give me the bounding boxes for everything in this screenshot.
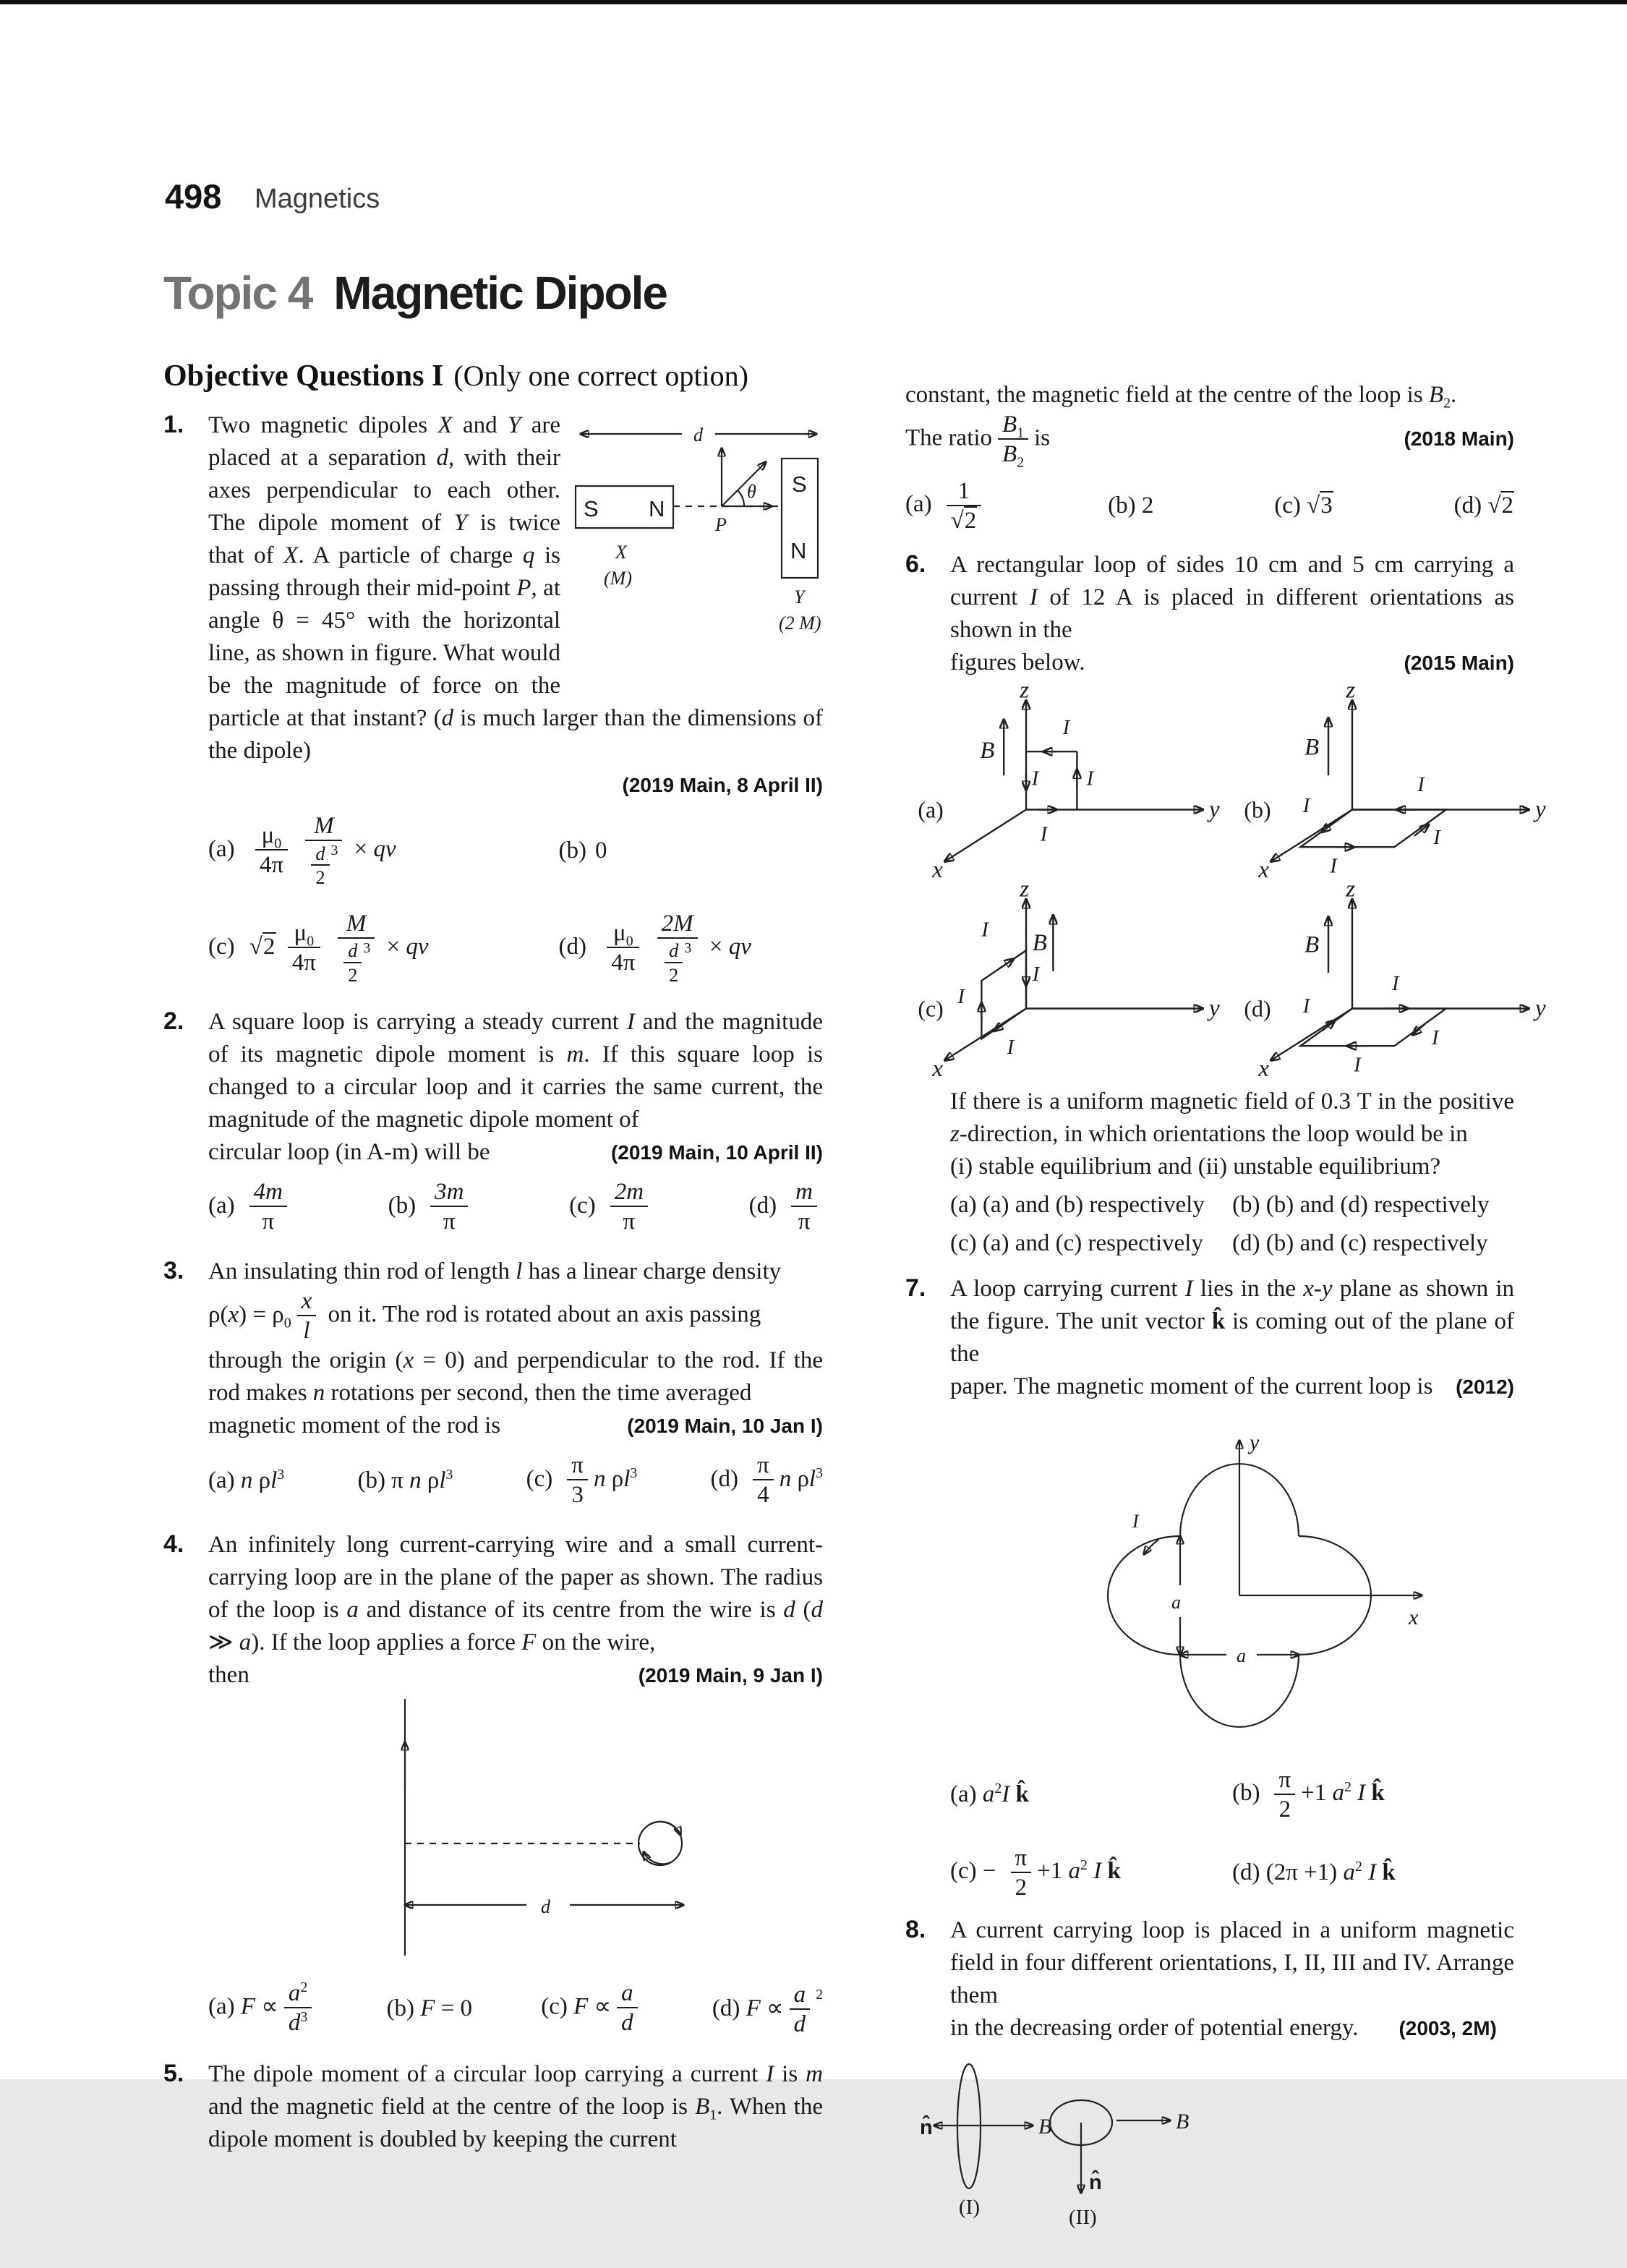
q1-fig-label-S1: S xyxy=(584,496,599,521)
q5-option-b: (b) 2 xyxy=(1108,493,1154,519)
option-tail: × qv xyxy=(709,933,751,960)
q8-orientations-figure xyxy=(918,2050,1323,2238)
q7-option-a: (a) $a^2I$ k̂ xyxy=(950,1781,1029,1808)
q1-fig-label-S2: S xyxy=(792,472,807,497)
topic-heading xyxy=(163,266,667,320)
q3-option-c: (c) $\frac{\pi}{3}$ n $\rho l^3$ xyxy=(526,1452,638,1509)
q7-option-d: (d) (2π +1) $a^2$ I k̂ xyxy=(1232,1859,1396,1886)
question-7 xyxy=(905,1273,1514,1901)
current-I: I xyxy=(1417,774,1425,797)
q5-ratio-line: The ratio $\frac{B_1}{B_2}$ is (2018 Main) xyxy=(905,412,1514,471)
question-8 xyxy=(905,1914,1514,2248)
fraction-mu0-4pi: $\frac{\mu_0}{4\pi}$ xyxy=(607,920,639,976)
q3-line3: through the origin (x = 0) and perpendicular to the rod. If the rod makes n rotations per second, then the time averaged xyxy=(208,1347,823,1407)
axis-z: z xyxy=(1346,876,1356,903)
axis-z: z xyxy=(1020,677,1030,704)
q8-fig-label-II: (II) xyxy=(1069,2205,1097,2229)
current-I: I xyxy=(1040,823,1048,846)
q6-option-c: (c) (a) and (c) respectively xyxy=(950,1229,1203,1256)
q6-source-tag: (2015 Main) xyxy=(1404,651,1514,674)
q4-figure-wrap xyxy=(362,1699,823,1969)
q7-option-c: (c) − $\frac{\pi}{2}$ +1 $a^2$ I k̂ xyxy=(950,1844,1121,1901)
q1-option-a xyxy=(208,813,559,889)
q4-source-tag: (2019 Main, 9 Jan I) xyxy=(638,1664,823,1687)
axis-x: x xyxy=(932,1055,943,1082)
q8-fig-B-1: B xyxy=(1038,2114,1052,2139)
fraction-mu0-4pi: $\frac{\mu_0}{4\pi}$ xyxy=(255,822,288,879)
q1-option-b: (b) 0 xyxy=(558,837,607,864)
current-I: I xyxy=(1007,1036,1015,1060)
current-I: I xyxy=(1062,716,1070,739)
q6-figures-grid xyxy=(907,677,1559,1084)
q6c-label: (c) xyxy=(918,996,944,1022)
q3-last-line: magnetic moment of the rod is (2019 Main, 10 Jan I) xyxy=(208,1412,823,1439)
q2-options xyxy=(208,1179,823,1235)
question-number: 3. xyxy=(163,1257,184,1285)
q2-source-tag: (2019 Main, 10 April II) xyxy=(610,1141,823,1164)
q1-fig-label-P: P xyxy=(715,514,727,535)
q7-source-tag: (2012) xyxy=(1456,1375,1514,1398)
question-number: 2. xyxy=(163,1007,184,1036)
q7-fig-dim-a-vertical: a xyxy=(1171,1591,1181,1613)
question-number: 4. xyxy=(163,1530,184,1559)
current-I: I xyxy=(1032,963,1040,986)
q4-last-line: then (2019 Main, 9 Jan I) xyxy=(208,1662,823,1689)
left-column xyxy=(163,409,823,2176)
q6a-label: (a) xyxy=(918,797,944,823)
q7-figure-wrap xyxy=(1037,1407,1514,1757)
question-3 xyxy=(163,1256,823,1509)
q6-figure-a xyxy=(907,677,1225,885)
axis-x: x xyxy=(1409,1605,1419,1629)
question-1 xyxy=(163,409,823,986)
q7-fig-current-I: I xyxy=(1132,1510,1139,1532)
q5-continued-paragraph: constant, the magnetic field at the centre of the loop is $B_2$. xyxy=(905,382,1457,412)
current-I: I xyxy=(1354,1054,1361,1077)
q5-paragraph: The dipole moment of a circular loop carrying a current I is m and the magnetic field at the centre of the loop is $B_1$. When the dipole moment is doubled by keeping the current xyxy=(208,2061,824,2153)
q1-paragraph: Two magnetic dipoles X and Y are placed at a separation d, with their axes perpendicular to each other. The dipole moment of Y is twice that of X. A particle of charge q is passing through their mid-point P, at angle θ = 45° with the horizontal line, as shown in figure. What would be the magnitude of force on the particle at that instant? (d is much larger than the dimensions of the dipole) xyxy=(208,412,823,764)
q1-fig-label-theta: θ xyxy=(747,481,756,502)
q2-option-c: (c) $\frac{2m}{\pi}$ xyxy=(569,1179,654,1235)
q3-line1: An insulating thin rod of length l has a linear charge density xyxy=(208,1258,782,1285)
current-I: I xyxy=(1086,767,1094,790)
axis-z: z xyxy=(1346,677,1356,704)
page-number: 498 xyxy=(165,177,222,216)
q6-option-b: (b) (b) and (d) respectively xyxy=(1232,1191,1490,1218)
axis-z: z xyxy=(1020,876,1030,903)
current-I: I xyxy=(1433,826,1440,849)
q8-source-tag: (2003, 2M) xyxy=(1398,2016,1497,2039)
q4-option-b: (b) F = 0 xyxy=(386,1995,473,2021)
question-number: 5. xyxy=(163,2060,184,2088)
current-I: I xyxy=(1432,1026,1439,1049)
axis-x: x xyxy=(932,856,943,883)
q6-last-line: figures below. (2015 Main) xyxy=(950,649,1514,675)
q6b-label: (b) xyxy=(1244,797,1271,823)
q6-figure-b xyxy=(1233,677,1551,885)
field-B: B xyxy=(1304,734,1320,761)
chapter-name: Magnetics xyxy=(255,184,380,214)
q6-paragraph: A rectangular loop of sides 10 cm and 5 cm carrying a current I of 12 A is placed in different orientations as shown in the xyxy=(950,551,1514,643)
q1-fig-label-N1: N xyxy=(649,496,665,521)
q4-options xyxy=(208,1979,823,2038)
q3-option-d: (d) $\frac{\pi}{4}$ n $\rho l^3$ xyxy=(710,1452,823,1509)
q2-paragraph: A square loop is carrying a steady current I and the magnitude of its magnetic dipole moment is m. If this square loop is changed to a circular loop and it carries the same current, the magnitude of the magnetic dipole moment of xyxy=(208,1009,823,1133)
option-label: (a) xyxy=(208,835,235,862)
q7-fig-dim-a-horizontal: a xyxy=(1237,1645,1246,1666)
q7-paragraph: A loop carrying current I lies in the x-y plane as shown in the figure. The unit vector k̂ is coming out of the plane of the xyxy=(950,1275,1515,1367)
q1-tag-line xyxy=(208,769,823,801)
fraction-B1-B2: $\frac{B_1}{B_2}$ xyxy=(998,412,1028,468)
q3-formula-line: $\rho(x) = \rho_0$ $\frac{x}{l}$ on it. The rod is rotated about an axis passing xyxy=(208,1288,761,1344)
q8-fig-nhat-2: n̂ xyxy=(1089,2170,1102,2194)
q6d-label: (d) xyxy=(1244,996,1271,1022)
q8-figure-wrap xyxy=(918,2050,1514,2248)
option-tail: × qv xyxy=(354,835,396,862)
sqrt-2: √2 xyxy=(249,933,276,960)
section-heading xyxy=(163,359,748,393)
fraction-M-d2: M $\frac{d}{2}$ $^3$ xyxy=(338,911,375,986)
q7-option-b: (b) $\frac{\pi}{2}$ +1 $a^2$ I k̂ xyxy=(1232,1766,1385,1822)
fraction-x-l: $\frac{x}{l}$ xyxy=(297,1288,317,1344)
q5-option-d: (d) √2 xyxy=(1453,493,1513,519)
q8-fig-nhat-1: n̂ xyxy=(920,2115,933,2139)
right-column xyxy=(905,379,1546,2268)
field-B: B xyxy=(1304,932,1320,958)
q1-source-tag: (2019 Main, 8 April II) xyxy=(622,774,823,796)
q2-last-line: circular loop (in A-m) will be (2019 Main, 10 April II) xyxy=(208,1139,823,1166)
current-I: I xyxy=(957,985,965,1008)
question-6 xyxy=(905,549,1546,1260)
q2-option-a: (a) $\frac{4m}{\pi}$ xyxy=(208,1179,293,1235)
axis-x: x xyxy=(1258,1055,1269,1082)
fraction-M-d2: M $\frac{d}{2}$ $^3$ xyxy=(305,813,342,889)
current-I: I xyxy=(1302,994,1310,1018)
fraction-mu0-4pi: $\frac{\mu_0}{4\pi}$ xyxy=(288,920,320,976)
section-title: Objective Questions I xyxy=(163,359,444,393)
field-B: B xyxy=(1032,930,1047,957)
q1-fig-label-2M: (2 M) xyxy=(779,613,821,634)
q8-fig-label-I: (I) xyxy=(959,2195,980,2219)
question-number: 8. xyxy=(905,1915,926,1943)
q4-option-d: (d) F ∝ $\frac{a}{d}$ $^2$ xyxy=(712,1982,823,2038)
q3-source-tag: (2019 Main, 10 Jan I) xyxy=(627,1415,823,1438)
q3-option-a: (a) n $\rho l^3$ xyxy=(208,1466,285,1493)
q4-option-a: (a) F ∝ $\frac{a^2}{d^3}$ xyxy=(208,1980,317,2037)
question-5-continued xyxy=(905,379,1514,534)
q6-option-a: (a) (a) and (b) respectively xyxy=(950,1191,1205,1218)
axis-y: y xyxy=(1209,995,1220,1022)
fraction-2M-d2: 2M $\frac{d}{2}$ $^3$ xyxy=(657,911,698,986)
q7-options xyxy=(950,1767,1514,1901)
option-tail: × qv xyxy=(386,933,429,960)
q5-option-a: (a) $\frac{1}{√2}$ xyxy=(905,478,987,534)
q4-fig-label-d: d xyxy=(541,1896,550,1918)
q8-paragraph: A current carrying loop is placed in a uniform magnetic field in four different orientations, I, II, III and IV. Arrange them xyxy=(950,1917,1514,2008)
topic-title: Magnetic Dipole xyxy=(333,267,667,319)
q1-fig-label-X: X xyxy=(615,542,627,563)
q5-option-c: (c) √3 xyxy=(1274,493,1333,519)
q1-fig-label-d: d xyxy=(693,425,703,446)
q4-wire-loop-figure xyxy=(362,1699,694,1959)
axis-y: y xyxy=(1209,796,1220,823)
axis-y: y xyxy=(1250,1430,1260,1454)
q6-figure-d xyxy=(1233,876,1551,1084)
question-number: 1. xyxy=(163,411,184,438)
question-number: 6. xyxy=(905,550,926,578)
q7-last-line: paper. The magnetic moment of the current loop is (2012) xyxy=(950,1373,1514,1399)
q3-option-b: (b) π n $\rho l^3$ xyxy=(357,1466,453,1493)
q1-text xyxy=(208,409,823,767)
option-label: (b) xyxy=(558,837,586,864)
q6-option-d: (d) (b) and (c) respectively xyxy=(1232,1229,1488,1256)
q6-paragraph-3: (i) stable equilibrium and (ii) unstable equilibrium? xyxy=(950,1153,1441,1180)
question-2 xyxy=(163,1006,823,1235)
current-I: I xyxy=(1392,973,1399,996)
question-5 xyxy=(163,2058,823,2156)
q6-figure-c xyxy=(907,876,1225,1084)
q5-options xyxy=(905,478,1514,534)
q6-paragraph-2: If there is a uniform magnetic field of 0.3 T in the positive z-direction, in which orientations the loop would be in xyxy=(950,1088,1514,1147)
axis-y: y xyxy=(1535,995,1546,1022)
q6-options xyxy=(950,1189,1514,1260)
question-4 xyxy=(163,1529,823,2038)
question-number: 7. xyxy=(905,1274,926,1302)
field-B: B xyxy=(980,737,995,764)
q1-dipole-figure xyxy=(573,414,823,663)
topic-label: Topic 4 xyxy=(163,267,312,319)
option-label: (c) xyxy=(208,933,235,960)
q2-option-d: (d) $\frac{m}{\pi}$ xyxy=(749,1179,823,1235)
current-I: I xyxy=(1031,767,1039,790)
q3-options xyxy=(208,1452,823,1509)
q5-source-tag: (2018 Main) xyxy=(1404,427,1514,450)
q1-option-c xyxy=(208,911,559,986)
q8-fig-B-2: B xyxy=(1176,2109,1190,2133)
q7-clover-loop-figure xyxy=(1037,1407,1442,1747)
q2-option-b: (b) $\frac{3m}{\pi}$ xyxy=(388,1179,474,1235)
current-I: I xyxy=(1330,855,1337,878)
option-label: (d) xyxy=(558,933,586,960)
scan-edge xyxy=(0,0,1627,4)
axis-x: x xyxy=(1258,856,1269,883)
q1-option-d xyxy=(559,911,824,986)
section-note: (Only one correct option) xyxy=(453,359,748,392)
q1-fig-label-N2: N xyxy=(790,538,807,563)
q8-last-line: in the decreasing order of potential energy. (2003, 2M) xyxy=(950,2014,1497,2041)
current-I: I xyxy=(1302,794,1310,817)
q4-paragraph: An infinitely long current-carrying wire and a small current-carrying loop are in the plane of the paper as shown. The radius of the loop is a and distance of its centre from the wire is d (d ≫ a). If the loop applies a force F on the wire, xyxy=(208,1532,823,1656)
q1-fig-label-M: (M) xyxy=(604,568,632,589)
current-I: I xyxy=(981,918,988,942)
axis-y: y xyxy=(1535,796,1546,823)
q1-fig-label-Y: Y xyxy=(794,587,805,608)
q1-options xyxy=(208,813,823,986)
q4-option-c: (c) F ∝ $\frac{a}{d}$ xyxy=(541,1980,643,2037)
